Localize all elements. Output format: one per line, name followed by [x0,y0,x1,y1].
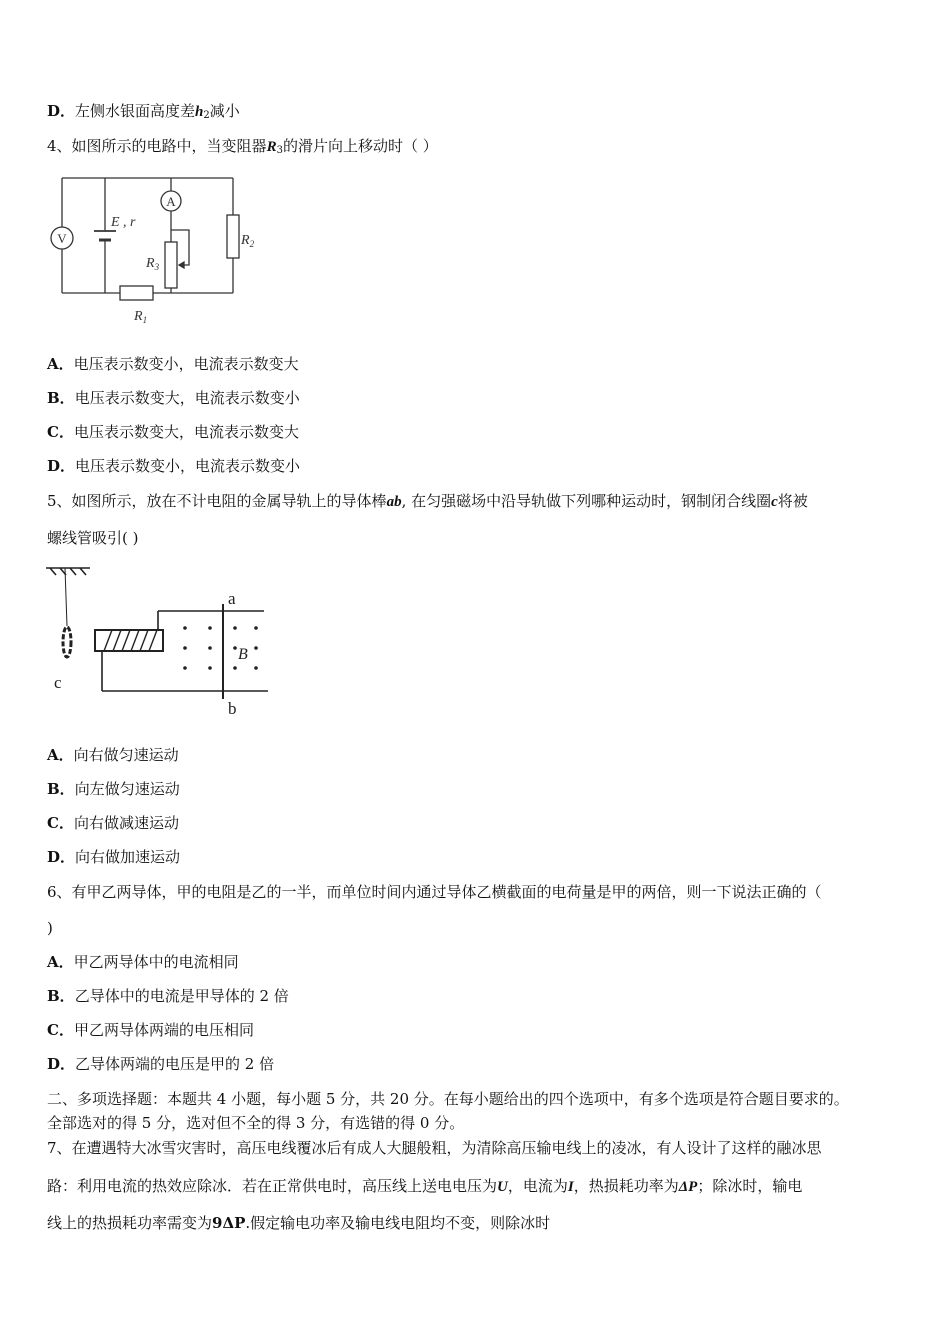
option-text: 向左做匀速运动 [74,780,180,798]
q4-option-b[interactable] [47,388,300,408]
q4-option-d[interactable] [47,456,300,476]
option-label: D． [47,1055,76,1073]
q6-option-d[interactable] [47,1054,274,1074]
r1-resistor [120,286,153,300]
stem-text-end: 的滑片向上移动时（ ） [282,137,438,155]
option-label: A． [47,355,74,373]
stem-text-end: 将被 [777,492,808,510]
q6-stem-line2 [47,918,53,938]
option-label: D． [47,848,76,866]
section2-header-line1 [47,1089,849,1109]
option-text: 左侧水银面高度差 [75,102,196,120]
q6-stem-line1 [47,882,822,902]
option-text: 电压表示数变大，电流表示数变大 [73,423,299,441]
option-label: B． [47,389,75,407]
stem-text: ，热损耗功率为 [573,1177,679,1195]
stem-text: 螺线管吸引( ) [47,529,139,547]
var-i: I [567,1179,574,1195]
r3-rheostat [165,242,177,288]
r2-label: $R_2$ [241,233,255,249]
stem-text: ，电流为 [507,1177,568,1195]
stem-text: 线上的热损耗功率需变为 [47,1214,213,1232]
option-label: C． [47,814,74,832]
r1-label: $R_1$ [134,309,148,325]
q5-stem-line1 [47,491,808,512]
option-text: 向右做匀速运动 [73,746,179,764]
option-label: B． [47,987,75,1005]
stem-text: 路：利用电流的热效应除冰．若在正常供电时，高压线上送电电压为 [47,1177,498,1195]
q6-option-b[interactable] [47,986,289,1006]
q4-option-c[interactable] [47,422,299,442]
option-label: A． [47,953,74,971]
q4-option-a[interactable] [47,354,299,374]
option-text: 电压表示数变小，电流表示数变大 [73,355,299,373]
q7-stem-line3 [47,1213,550,1233]
voltmeter-label: V [57,231,67,246]
stem-text: 在遭遇特大冰雪灾害时，高压电线覆冰后有成人大腿般粗，为清除高压输电线上的凌冰，有人设计了这样的融冰思 [71,1139,822,1157]
option-text: 甲乙两导体两端的电压相同 [73,1021,254,1039]
option-label: C． [47,423,74,441]
q6-option-c[interactable] [47,1020,254,1040]
stem-text: 有甲乙两导体，甲的电阻是乙的一半，而单位时间内通过导体乙横截面的电荷量是甲的两倍，则一下说法正确的（ [71,883,822,901]
q4-stem [47,136,438,161]
source-label: E , r [111,215,136,230]
q7-stem-line1 [47,1138,822,1158]
prev-option-d[interactable] [47,101,240,126]
question-number: 5、 [47,492,72,510]
question-number: 4、 [47,137,72,155]
section2-header-line2 [47,1113,464,1133]
question-number: 7、 [47,1139,72,1157]
stem-text: .假定输电功率及输电线电阻均不变，则除冰时 [245,1214,551,1232]
var-h: h [195,104,204,120]
sub-3: 3 [276,145,283,156]
q5-option-b[interactable] [47,779,180,799]
r3-label: $R_3$ [146,256,160,272]
sub-2: 2 [203,110,210,121]
option-label: B． [47,780,75,798]
r2-resistor [227,215,239,258]
label-a: a [228,589,236,608]
q5-stem-line2 [47,528,138,548]
q5-option-a[interactable] [47,745,179,765]
q5-option-c[interactable] [47,813,179,833]
q5-option-d[interactable] [47,847,180,867]
option-label: D． [47,457,76,475]
option-text: 乙导体中的电流是甲导体的 2 倍 [74,987,289,1005]
section-text: 二、多项选择题：本题共 4 小题，每小题 5 分，共 20 分。在每小题给出的四个选项中，有多个选项是符合题目要求的。 [47,1090,849,1108]
stem-text: ；除冰时，输电 [697,1177,803,1195]
label-field-b: B [238,646,248,663]
option-text: 电压表示数变大，电流表示数变小 [74,389,300,407]
ammeter-label: A [166,194,176,209]
q4-circuit-diagram [45,170,275,330]
option-label: A． [47,746,74,764]
q7-stem-line2 [47,1176,802,1197]
option-text: 向右做减速运动 [73,814,179,832]
option-text-end: 减小 [209,102,240,120]
question-number: 6、 [47,883,72,901]
stem-text: 如图所示，放在不计电阻的金属导轨上的导体棒 [71,492,387,510]
var-c: c [771,494,778,510]
label-b: b [228,699,237,718]
var-u: U [497,1179,508,1195]
option-text: 乙导体两端的电压是甲的 2 倍 [75,1055,275,1073]
option-text: 向右做加速运动 [75,848,181,866]
value-9dp: 9ΔP [212,1214,246,1232]
var-delta-p: ΔP [678,1179,698,1195]
section-text: 全部选对的得 5 分，选对但不全的得 3 分，有选错的得 0 分。 [47,1114,465,1132]
stem-text-mid: , 在匀强磁场中沿导轨做下列哪种运动时，钢制闭合线圈 [401,492,772,510]
option-label: D． [47,102,76,120]
ring-c [63,627,71,657]
option-label: C． [47,1021,74,1039]
option-text: 电压表示数变小，电流表示数变小 [75,457,301,475]
var-r: R [266,139,277,155]
label-c: c [54,673,62,692]
stem-text: 如图所示的电路中，当变阻器 [71,137,267,155]
var-ab: ab [386,494,402,510]
option-text: 甲乙两导体中的电流相同 [73,953,239,971]
q6-option-a[interactable] [47,952,239,972]
q5-solenoid-diagram [40,564,280,720]
stem-text: ) [47,919,53,937]
